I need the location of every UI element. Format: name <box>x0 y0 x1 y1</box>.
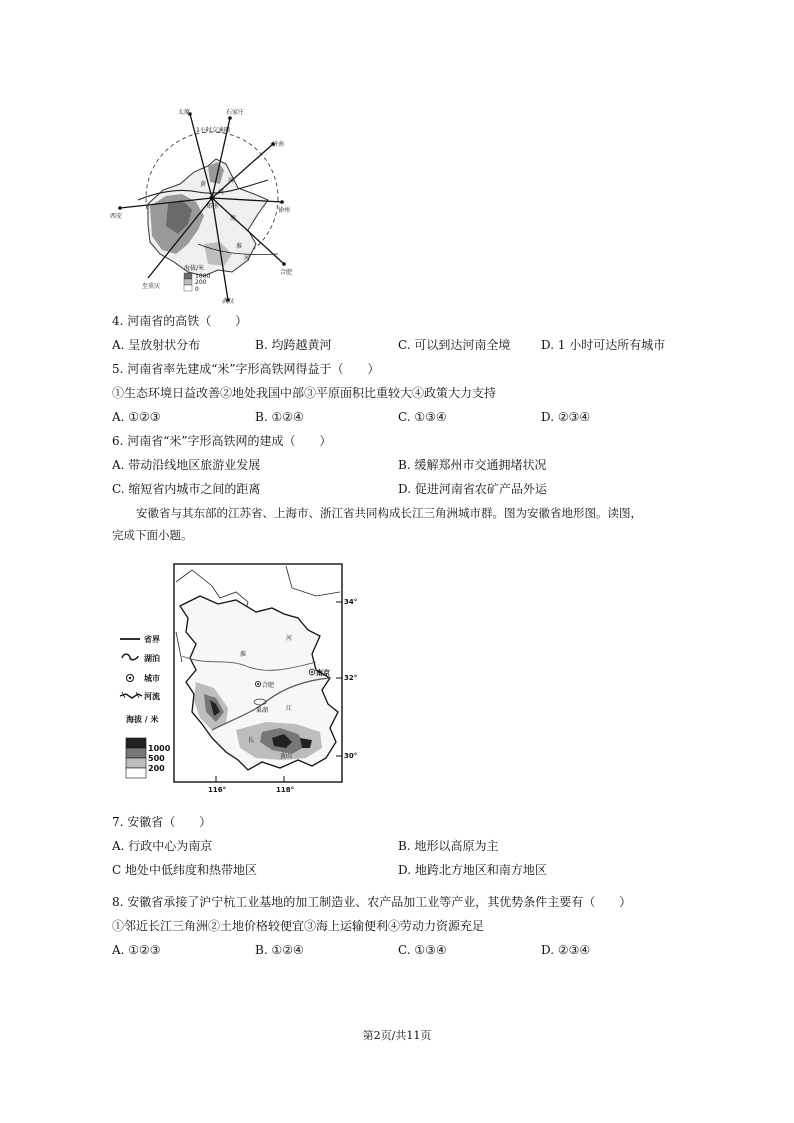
river-char: 江 <box>286 705 293 712</box>
svg-text:1000: 1000 <box>148 744 171 753</box>
lat-label: 34° <box>344 598 358 606</box>
svg-text:海拔/米: 海拔/米 <box>184 265 205 272</box>
xuzhou-dot <box>280 200 284 204</box>
circle-label: 1小时交通圈 <box>196 127 230 134</box>
lat-label: 30° <box>344 752 358 760</box>
hefei-label: 合肥 <box>262 682 275 689</box>
city-label: 至重庆 <box>142 283 161 290</box>
q7-option-c[interactable]: C 地处中低纬度和热带地区 <box>112 863 257 877</box>
svg-text:海拔 / 米: 海拔 / 米 <box>126 715 159 724</box>
city-label: 武汉 <box>222 298 235 305</box>
river-char: 河 <box>286 635 293 642</box>
q8-option-c[interactable]: C. ①③④ <box>398 943 447 957</box>
passage-line-1: 安徽省与其东部的江苏省、上海市、浙江省共同构成长江三角洲城市群。图为安徽省地形图。读图， <box>136 506 642 520</box>
river-char: 黄 <box>200 181 207 188</box>
q8-option-a[interactable]: A. ①②③ <box>112 943 161 957</box>
q8-option-d[interactable]: D. ②③④ <box>541 943 591 957</box>
huangshan-label: 黄山 <box>280 753 293 760</box>
q5-option-d[interactable]: D. ②③④ <box>541 410 591 424</box>
q6-option-c[interactable]: C. 缩短省内城市之间的距离 <box>112 482 261 496</box>
chaohu-label: 巢湖 <box>256 707 269 714</box>
province-char: 南 <box>230 215 237 222</box>
q8-option-b[interactable]: B. ①②④ <box>255 943 304 957</box>
river-char: 河 <box>244 255 251 262</box>
anhui-terrain-map <box>116 562 366 798</box>
svg-text:200: 200 <box>148 764 165 773</box>
city-label: 郑州 <box>206 203 219 210</box>
svg-text:200: 200 <box>195 279 207 286</box>
svg-text:500: 500 <box>148 754 165 763</box>
q6-option-b[interactable]: B. 缓解郑州市交通拥堵状况 <box>398 458 547 472</box>
q4-stem: 4. 河南省的高铁（ ） <box>112 314 248 328</box>
q4-option-a[interactable]: A. 呈放射状分布 <box>112 338 201 352</box>
passage-line-2: 完成下面小题。 <box>112 528 193 542</box>
city-label: 合肥 <box>280 269 293 276</box>
zhengzhou-dot <box>210 196 215 201</box>
q5-stem: 5. 河南省率先建成“米”字形高铁网得益于（ ） <box>112 362 380 376</box>
svg-text:1000: 1000 <box>195 273 211 280</box>
river-char: 长 <box>248 737 255 744</box>
city-label: 石家庄 <box>226 109 245 116</box>
q7-option-d[interactable]: D. 地跨北方地区和南方地区 <box>398 863 547 877</box>
xian-dot <box>118 206 122 210</box>
henan-rail-map <box>108 104 298 306</box>
lat-label: 32° <box>344 674 358 682</box>
hefei-dot <box>282 262 286 266</box>
q6-stem: 6. 河南省“米”字形高铁网的建成（ ） <box>112 434 332 448</box>
q7-option-a[interactable]: A. 行政中心为南京 <box>112 839 213 853</box>
svg-text:湖泊: 湖泊 <box>144 654 160 663</box>
lon-label: 116° <box>208 786 227 794</box>
svg-text:城市: 城市 <box>144 674 160 683</box>
map2-legend <box>120 634 171 778</box>
page-number: 第2页/共11页 <box>362 1029 432 1042</box>
q5-option-c[interactable]: C. ①③④ <box>398 410 447 424</box>
q7-stem: 7. 安徽省（ ） <box>112 815 212 829</box>
q8-stem: 8. 安徽省承接了沪宁杭工业基地的加工制造业、农产品加工业等产业，其优势条件主要有（ ） <box>112 895 632 909</box>
svg-text:省界: 省界 <box>144 635 160 644</box>
province-char: 河 <box>228 177 235 184</box>
q6-option-d[interactable]: D. 促进河南省农矿产品外运 <box>398 482 547 496</box>
nanjing-label: 南京 <box>316 669 330 677</box>
q5-conditions: ①生态环境日益改善②地处我国中部③平原面积比重较大④政策大力支持 <box>112 386 497 400</box>
city-label: 徐州 <box>278 207 291 214</box>
q5-option-b[interactable]: B. ①②④ <box>255 410 304 424</box>
city-label: 西安 <box>110 213 123 220</box>
q6-option-a[interactable]: A. 带动沿线地区旅游业发展 <box>112 458 261 472</box>
svg-text:河流: 河流 <box>144 692 160 701</box>
q4-option-c[interactable]: C. 可以到达河南全境 <box>398 338 511 352</box>
q8-conditions: ①邻近长江三角洲②土地价格较便宜③海上运输便利④劳动力资源充足 <box>112 919 485 933</box>
city-label: 济南 <box>272 141 285 148</box>
q4-option-b[interactable]: B. 均跨越黄河 <box>255 338 332 352</box>
q5-option-a[interactable]: A. ①②③ <box>112 410 161 424</box>
shijiazhuang-dot <box>228 116 232 120</box>
lon-label: 118° <box>276 786 295 794</box>
q7-option-b[interactable]: B. 地形以高原为主 <box>398 839 499 853</box>
svg-text:0: 0 <box>195 286 199 293</box>
city-label: 太原 <box>178 109 191 116</box>
q4-option-d[interactable]: D. 1 小时可达所有城市 <box>541 338 666 352</box>
river-char: 河 <box>218 189 225 196</box>
river-char: 淮 <box>236 243 243 250</box>
river-char: 淮 <box>240 651 247 658</box>
